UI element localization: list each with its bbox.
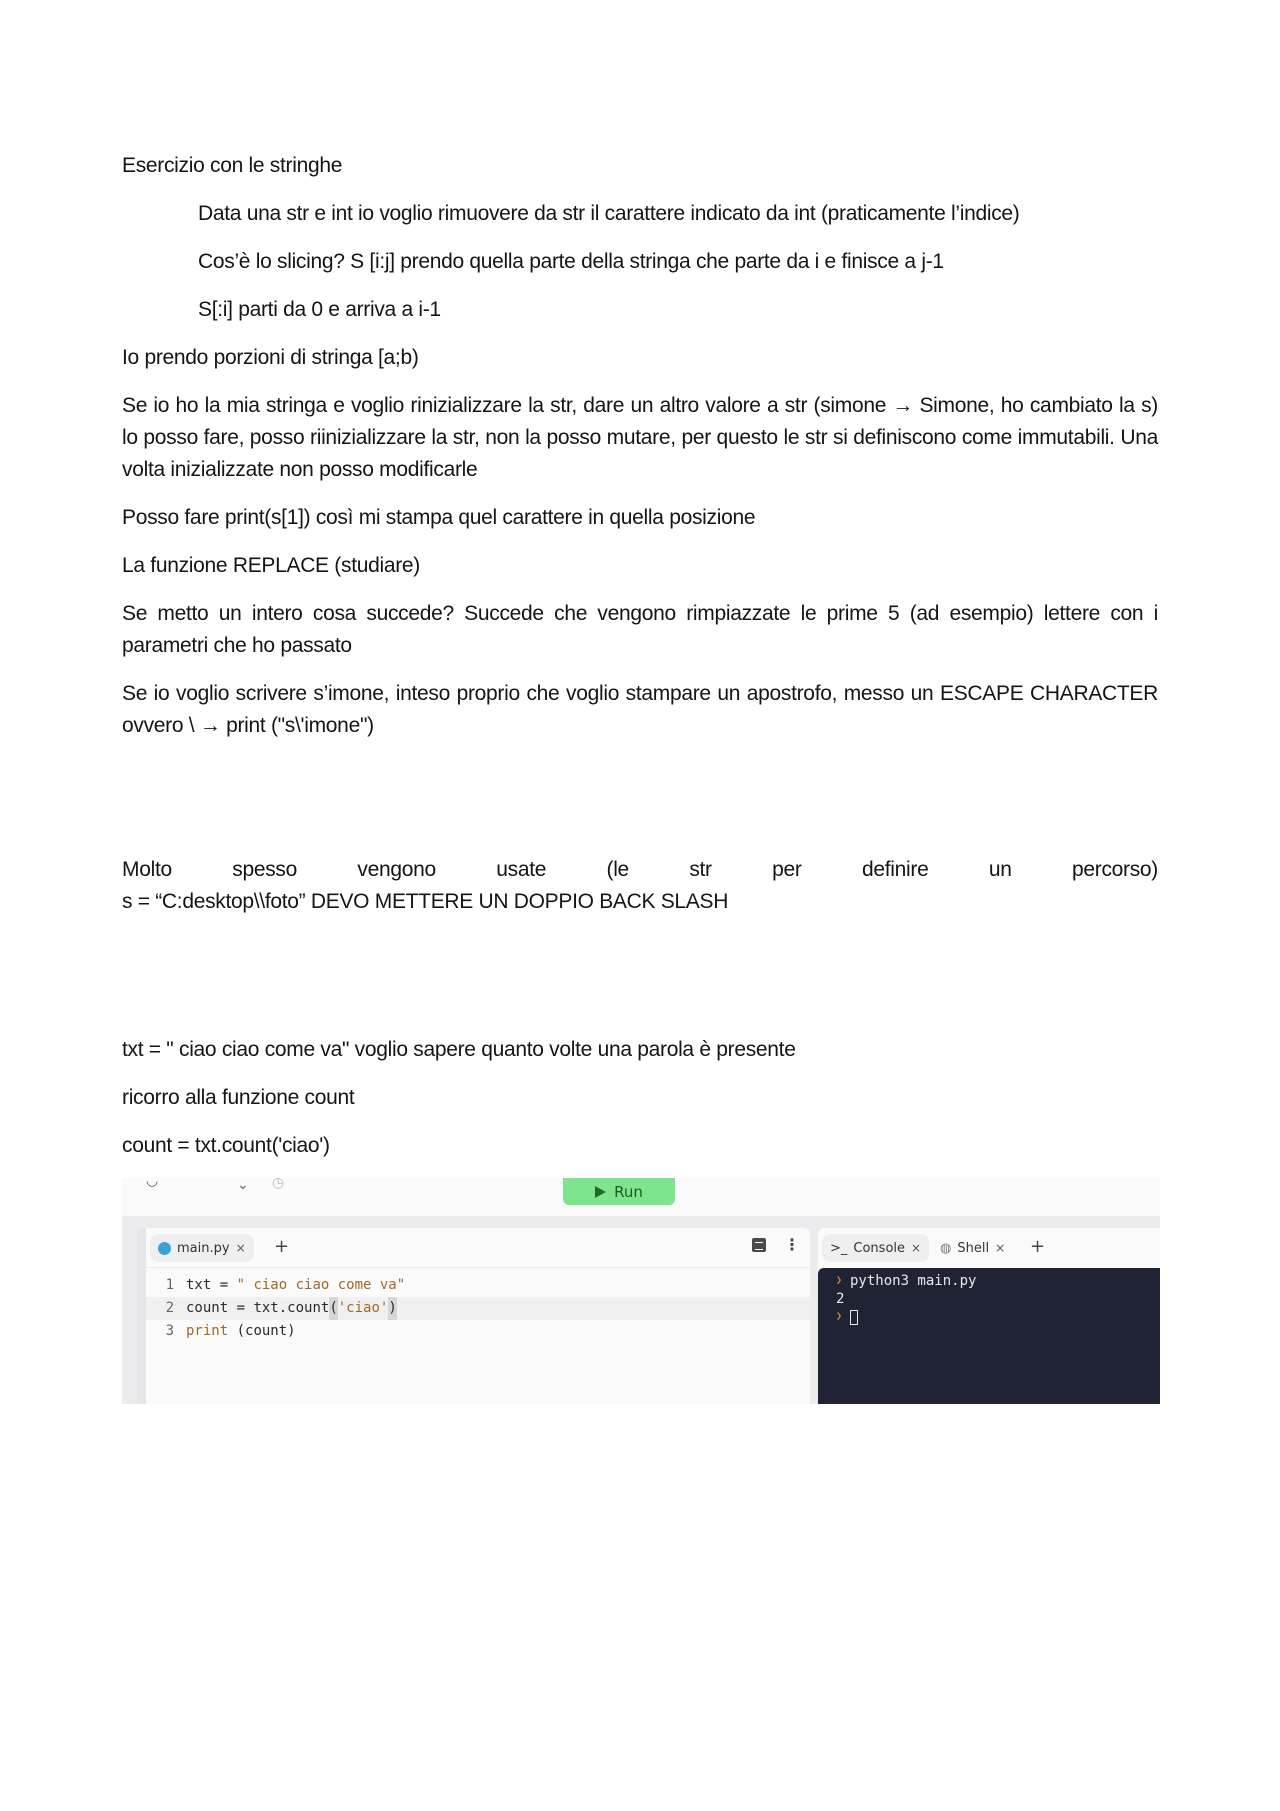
chevron-down-icon[interactable]: ⌄ [237,1178,249,1192]
paragraph: Se metto un intero cosa succede? Succede che vengono rimpiazzate le prime 5 (ad esempio) lettere con i parametri che ho passato [122,602,1158,657]
code-token: = [228,1300,254,1316]
add-tab-button[interactable]: + [274,1236,290,1257]
tab-label: main.py [177,1240,230,1256]
code-token: ( [329,1297,337,1320]
paragraph: txt = " ciao ciao come va" voglio sapere quanto volte una parola è presente [122,1038,796,1061]
prompt-icon: ❯ [836,1311,843,1322]
code-token: txt [186,1277,212,1293]
document-title: Esercizio con le stringhe [122,154,343,177]
line-number: 3 [165,1323,174,1339]
console-line [836,1308,1160,1326]
code-token: count [186,1300,229,1316]
code-area[interactable] [146,1274,810,1343]
code-token: = [211,1277,237,1293]
paragraph: La funzione REPLACE (studiare) [122,554,420,577]
cursor [850,1310,858,1325]
code-token: 'ciao' [337,1300,389,1316]
format-icon[interactable] [752,1238,766,1252]
tab-console[interactable] [822,1234,929,1262]
shell-icon: ◍ [940,1240,952,1256]
ide-topbar [122,1178,1160,1216]
paragraph: Molto spesso vengono usate (le str per definire un percorso) [122,858,1158,881]
play-icon [595,1186,606,1198]
avatar-icon: ◡ [146,1178,159,1188]
code-token: txt.count [253,1300,330,1316]
paragraph: S[:i] parti da 0 e arriva a i-1 [198,298,441,321]
close-icon[interactable]: × [995,1241,1006,1255]
line-number: 1 [165,1277,174,1293]
tab-main-py[interactable] [150,1234,254,1262]
run-button[interactable] [563,1178,675,1205]
paragraph: Io prendo porzioni di stringa [a;b) [122,346,419,369]
editor-tab-bar [146,1228,810,1268]
close-icon[interactable]: × [235,1241,246,1255]
code-token: ) [388,1297,396,1320]
console-line [836,1272,1160,1290]
console-text: 2 [836,1291,845,1307]
history-icon[interactable]: ◷ [272,1178,285,1190]
code-token: (count) [228,1323,296,1339]
paragraph: Posso fare print(s[1]) così mi stampa quel carattere in quella posizione [122,506,756,529]
add-tab-button[interactable]: + [1030,1236,1046,1257]
console-tab-bar [818,1228,1160,1268]
paragraph: Cos’è lo slicing? S [i:j] prendo quella parte della stringa che parte da i e finisce a j-1 [198,250,944,273]
editor-menu [752,1235,800,1254]
console-line [836,1290,1160,1308]
code-token: print [186,1323,229,1339]
code-token: " ciao ciao come va" [236,1277,406,1293]
line-number: 2 [165,1300,174,1316]
console-text: python3 main.py [850,1273,977,1289]
embedded-ide-screenshot [122,1178,1160,1404]
tab-label: Shell [957,1240,990,1256]
paragraph: Data una str e int io voglio rimuovere da str il carattere indicato da int (praticamente l’indice) [198,202,1020,225]
console-panel [818,1228,1160,1404]
terminal-icon: >_ [830,1240,848,1256]
code-line [146,1274,810,1297]
tab-label: Console [853,1240,906,1256]
code-line [146,1297,810,1320]
paragraph: Se io voglio scrivere s’imone, inteso proprio che voglio stampare un apostrofo, messo un ESCAPE CHARACTER ovvero \ → print ("s\'imone") [122,682,1158,737]
close-icon[interactable]: × [911,1241,922,1255]
more-options-icon[interactable]: ⋮ [784,1235,800,1254]
prompt-icon: ❯ [836,1275,843,1286]
paragraph: s = “C:desktop\\foto” DEVO METTERE UN DOPPIO BACK SLASH [122,890,729,913]
paragraph: count = txt.count('ciao') [122,1134,330,1157]
editor-panel [137,1228,810,1404]
console-output[interactable] [818,1268,1160,1404]
python-icon [158,1242,171,1255]
tab-shell[interactable] [932,1234,1013,1262]
paragraph: ricorro alla funzione count [122,1086,355,1109]
paragraph: Se io ho la mia stringa e voglio rinizializzare la str, dare un altro valore a str (simone → Simone, ho cambiato la s) lo posso fare, posso riinizializzare la str, non la posso mutare, per questo le str si definiscono come immutabili. Una volta inizializzate non posso modificarle [122,394,1158,481]
code-line [146,1320,810,1343]
run-label: Run [614,1182,643,1201]
